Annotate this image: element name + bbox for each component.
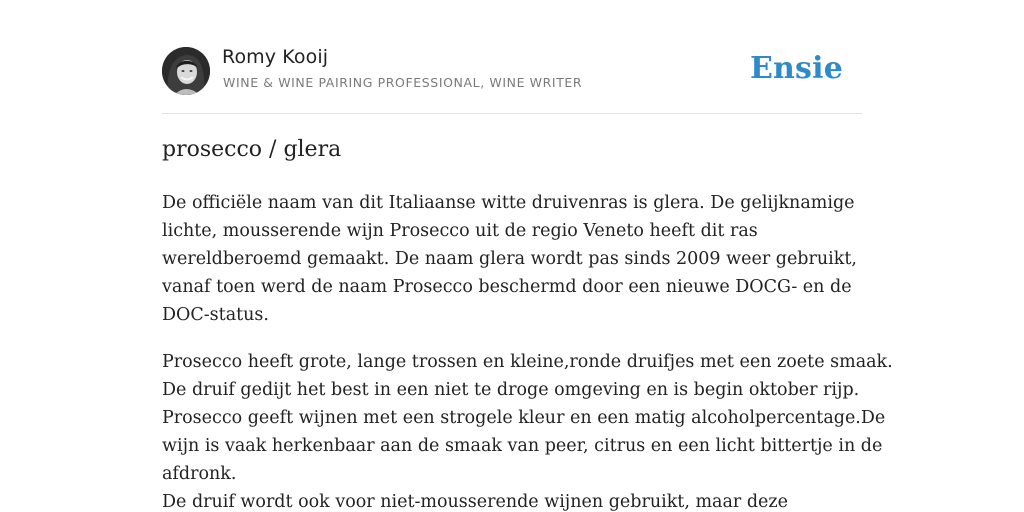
text-line: Prosecco heeft grote, lange trossen en kleine,ronde druifjes met een zoete smaak. (162, 352, 893, 372)
text-line: De druif gedijt het best in een niet te droge omgeving en is begin oktober rijp. (162, 380, 860, 400)
text-line: DOC-status. (162, 305, 269, 325)
paragraph (162, 189, 866, 329)
author-role: WINE WRITER (489, 75, 583, 90)
author-header (162, 0, 862, 114)
text-line: afdronk. (162, 464, 237, 484)
content-container (162, 0, 893, 512)
text-line: Prosecco geeft wijnen met een strogele kleur en een matig alcoholpercentage.De (162, 408, 886, 428)
avatar-portrait-icon (162, 47, 210, 95)
text-line: vanaf toen werd de naam Prosecco beschermd door een nieuwe DOCG- en de (162, 277, 852, 297)
author-roles (223, 75, 582, 90)
brand-logo[interactable]: Ensie (749, 51, 843, 86)
paragraph (162, 348, 893, 512)
article-body (162, 189, 893, 512)
author-avatar[interactable] (162, 47, 210, 95)
role-separator: , (480, 75, 490, 90)
text-line: De officiële naam van dit Italiaanse witte druivenras is glera. De gelijknamige (162, 193, 855, 213)
article-title: prosecco / glera (162, 137, 342, 162)
author-role: WINE & WINE PAIRING PROFESSIONAL (223, 75, 481, 90)
text-line: lichte, mousserende wijn Prosecco uit de regio Veneto heeft dit ras (162, 221, 758, 241)
text-line: De druif wordt ook voor niet-mousserende wijnen gebruikt, maar deze (162, 492, 788, 512)
author-name[interactable]: Romy Kooij (222, 46, 329, 68)
text-line: wijn is vaak herkenbaar aan de smaak van peer, citrus en een licht bittertje in de (162, 436, 883, 456)
text-line: wereldberoemd gemaakt. De naam glera wordt pas sinds 2009 weer gebruikt, (162, 249, 857, 269)
